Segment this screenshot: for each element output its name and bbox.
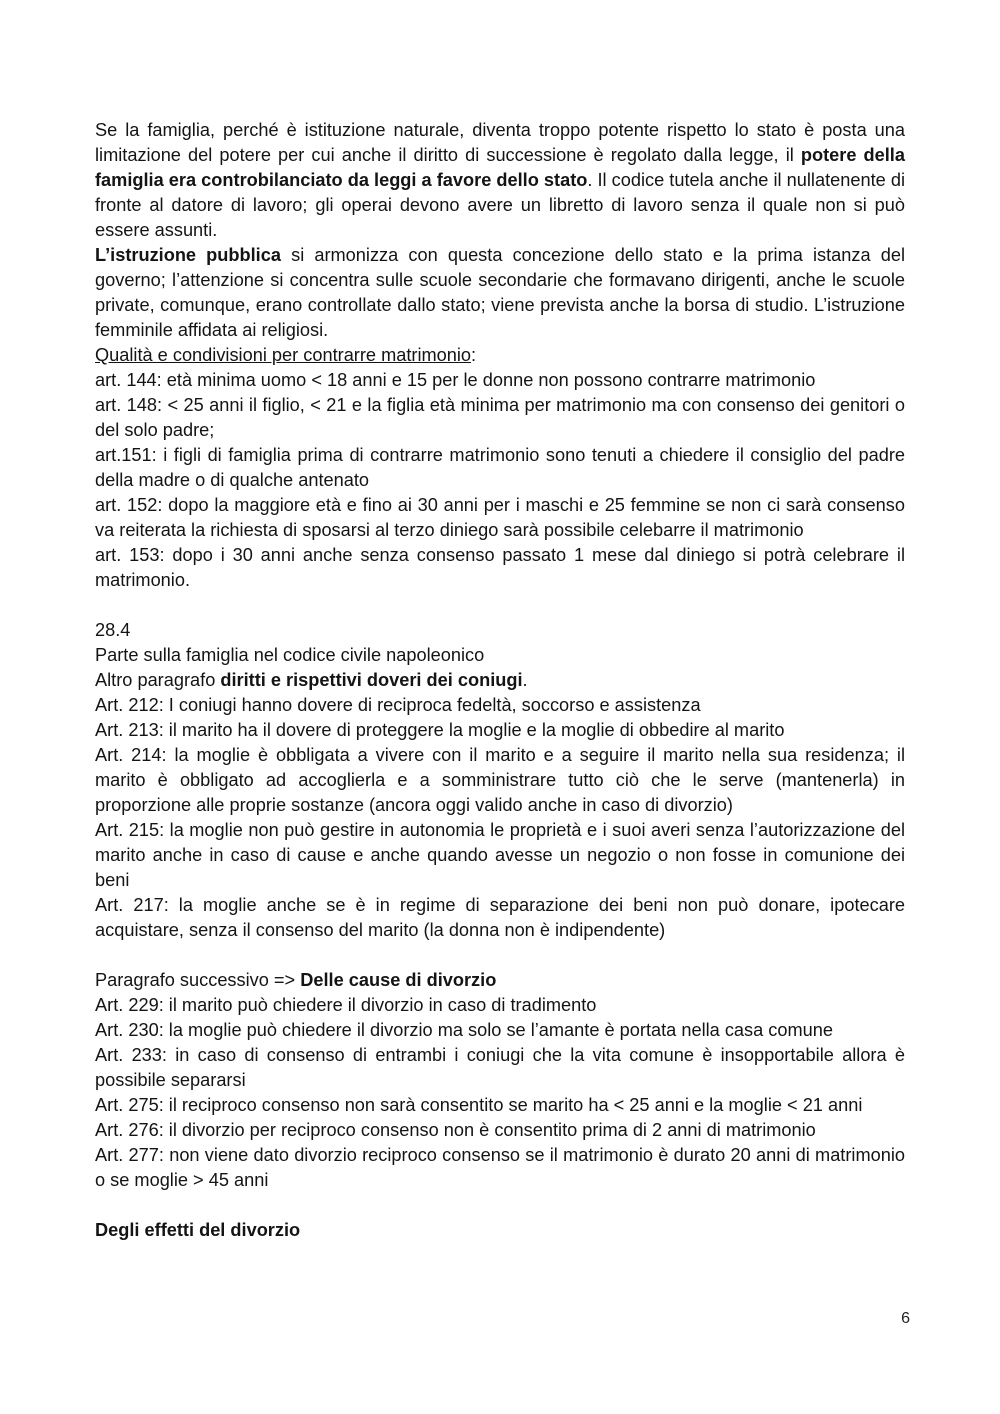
article-217: Art. 217: la moglie anche se è in regime di separazione dei beni non può donare, ipotecare acquistare, senza il consenso del marito (la donna non è indipendente)	[95, 895, 905, 940]
paragraph-family-power: Se la famiglia, perché è istituzione naturale, diventa troppo potente rispetto lo stato è posta una limitazione del potere per cui anche il diritto di successione è regolato dalla legge, il potere della famiglia era controbilanciato da leggi a favore dello stato. Il codice tutela anche il nullatenente di fronte al datore di lavoro; gli operai devono avere un libretto di lavoro senza il quale non si può essere assunti.	[95, 120, 905, 240]
bold-phrase: potere della famiglia era controbilanciato da leggi a favore dello stato	[95, 145, 905, 190]
article-152: art. 152: dopo la maggiore età e fino ai 30 anni per i maschi e 25 femmine se non ci sarà consenso va reiterata la richiesta di sposarsi al terzo diniego sarà possibile celebarre il matrimonio	[95, 495, 905, 540]
bold-phrase: Delle cause di divorzio	[300, 970, 497, 990]
article-214: Art. 214: la moglie è obbligata a vivere con il marito e a seguire il marito nella sua residenza; il marito è obbligato ad accoglierla e a somministrare tutto ciò che le serve (mantenerla) in proporzione alle proprie sostanze (ancora oggi valido anche in caso di divorzio)	[95, 745, 905, 815]
article-215: Art. 215: la moglie non può gestire in autonomia le proprietà e i suoi averi senza l’autorizzazione del marito anche in caso di cause e anche quando avesse un negozio o non fosse in comunione dei beni	[95, 820, 905, 890]
article-153: art. 153: dopo i 30 anni anche senza consenso passato 1 mese dal diniego si potrà celebrare il matrimonio.	[95, 545, 905, 590]
article-151: art.151: i figli di famiglia prima di contrarre matrimonio sono tenuti a chiedere il consiglio del padre della madre o di qualche antenato	[95, 445, 905, 490]
article-212: Art. 212: I coniugi hanno dovere di reciproca fedeltà, soccorso e assistenza	[95, 695, 701, 715]
paragraph-public-education: L’istruzione pubblica si armonizza con questa concezione dello stato e la prima istanza del governo; l’attenzione si concentra sulle scuole secondarie che formavano dirigenti, anche le scuole private, comunque, erano controllate dallo stato; viene prevista anche la borsa di studio. L’istruzione femminile affidata ai religiosi.	[95, 245, 905, 340]
marriage-requirements-heading: Qualità e condivisioni per contrarre matrimonio:	[95, 345, 477, 365]
article-229: Art. 229: il marito può chiedere il divorzio in caso di tradimento	[95, 995, 597, 1015]
page-content	[95, 118, 905, 1243]
section-subtitle: Parte sulla famiglia nel codice civile napoleonico	[95, 645, 485, 665]
article-275: Art. 275: il reciproco consenso non sarà consentito se marito ha < 25 anni e la moglie < 21 anni	[95, 1095, 863, 1115]
bold-phrase: diritti e rispettivi doveri dei coniugi	[220, 670, 523, 690]
article-276: Art. 276: il divorzio per reciproco consenso non è consentito prima di 2 anni di matrimonio	[95, 1120, 816, 1140]
article-144: art. 144: età minima uomo < 18 anni e 15 per le donne non possono contrarre matrimonio	[95, 370, 816, 390]
bold-phrase: L’istruzione pubblica	[95, 245, 281, 265]
spacer	[95, 593, 905, 618]
lecture-date: 28.4	[95, 620, 131, 640]
spacer	[95, 1193, 905, 1218]
page-number: 6	[901, 1310, 910, 1327]
article-230: Art. 230: la moglie può chiedere il divorzio ma solo se l’amante è portata nella casa comune	[95, 1020, 834, 1040]
article-213: Art. 213: il marito ha il dovere di proteggere la moglie e la moglie di obbedire al marito	[95, 720, 785, 740]
article-277: Art. 277: non viene dato divorzio reciproco consenso se il matrimonio è durato 20 anni di matrimonio o se moglie > 45 anni	[95, 1145, 905, 1190]
divorce-causes-heading: Paragrafo successivo => Delle cause di divorzio	[95, 970, 497, 990]
divorce-effects-heading: Degli effetti del divorzio	[95, 1220, 301, 1240]
article-233: Art. 233: in caso di consenso di entrambi i coniugi che la vita comune è insopportabile allora è possibile separarsi	[95, 1045, 905, 1090]
rights-duties-heading: Altro paragrafo diritti e rispettivi doveri dei coniugi.	[95, 670, 528, 690]
spacer	[95, 943, 905, 968]
article-148: art. 148: < 25 anni il figlio, < 21 e la figlia età minima per matrimonio ma con consenso dei genitori o del solo padre;	[95, 395, 905, 440]
